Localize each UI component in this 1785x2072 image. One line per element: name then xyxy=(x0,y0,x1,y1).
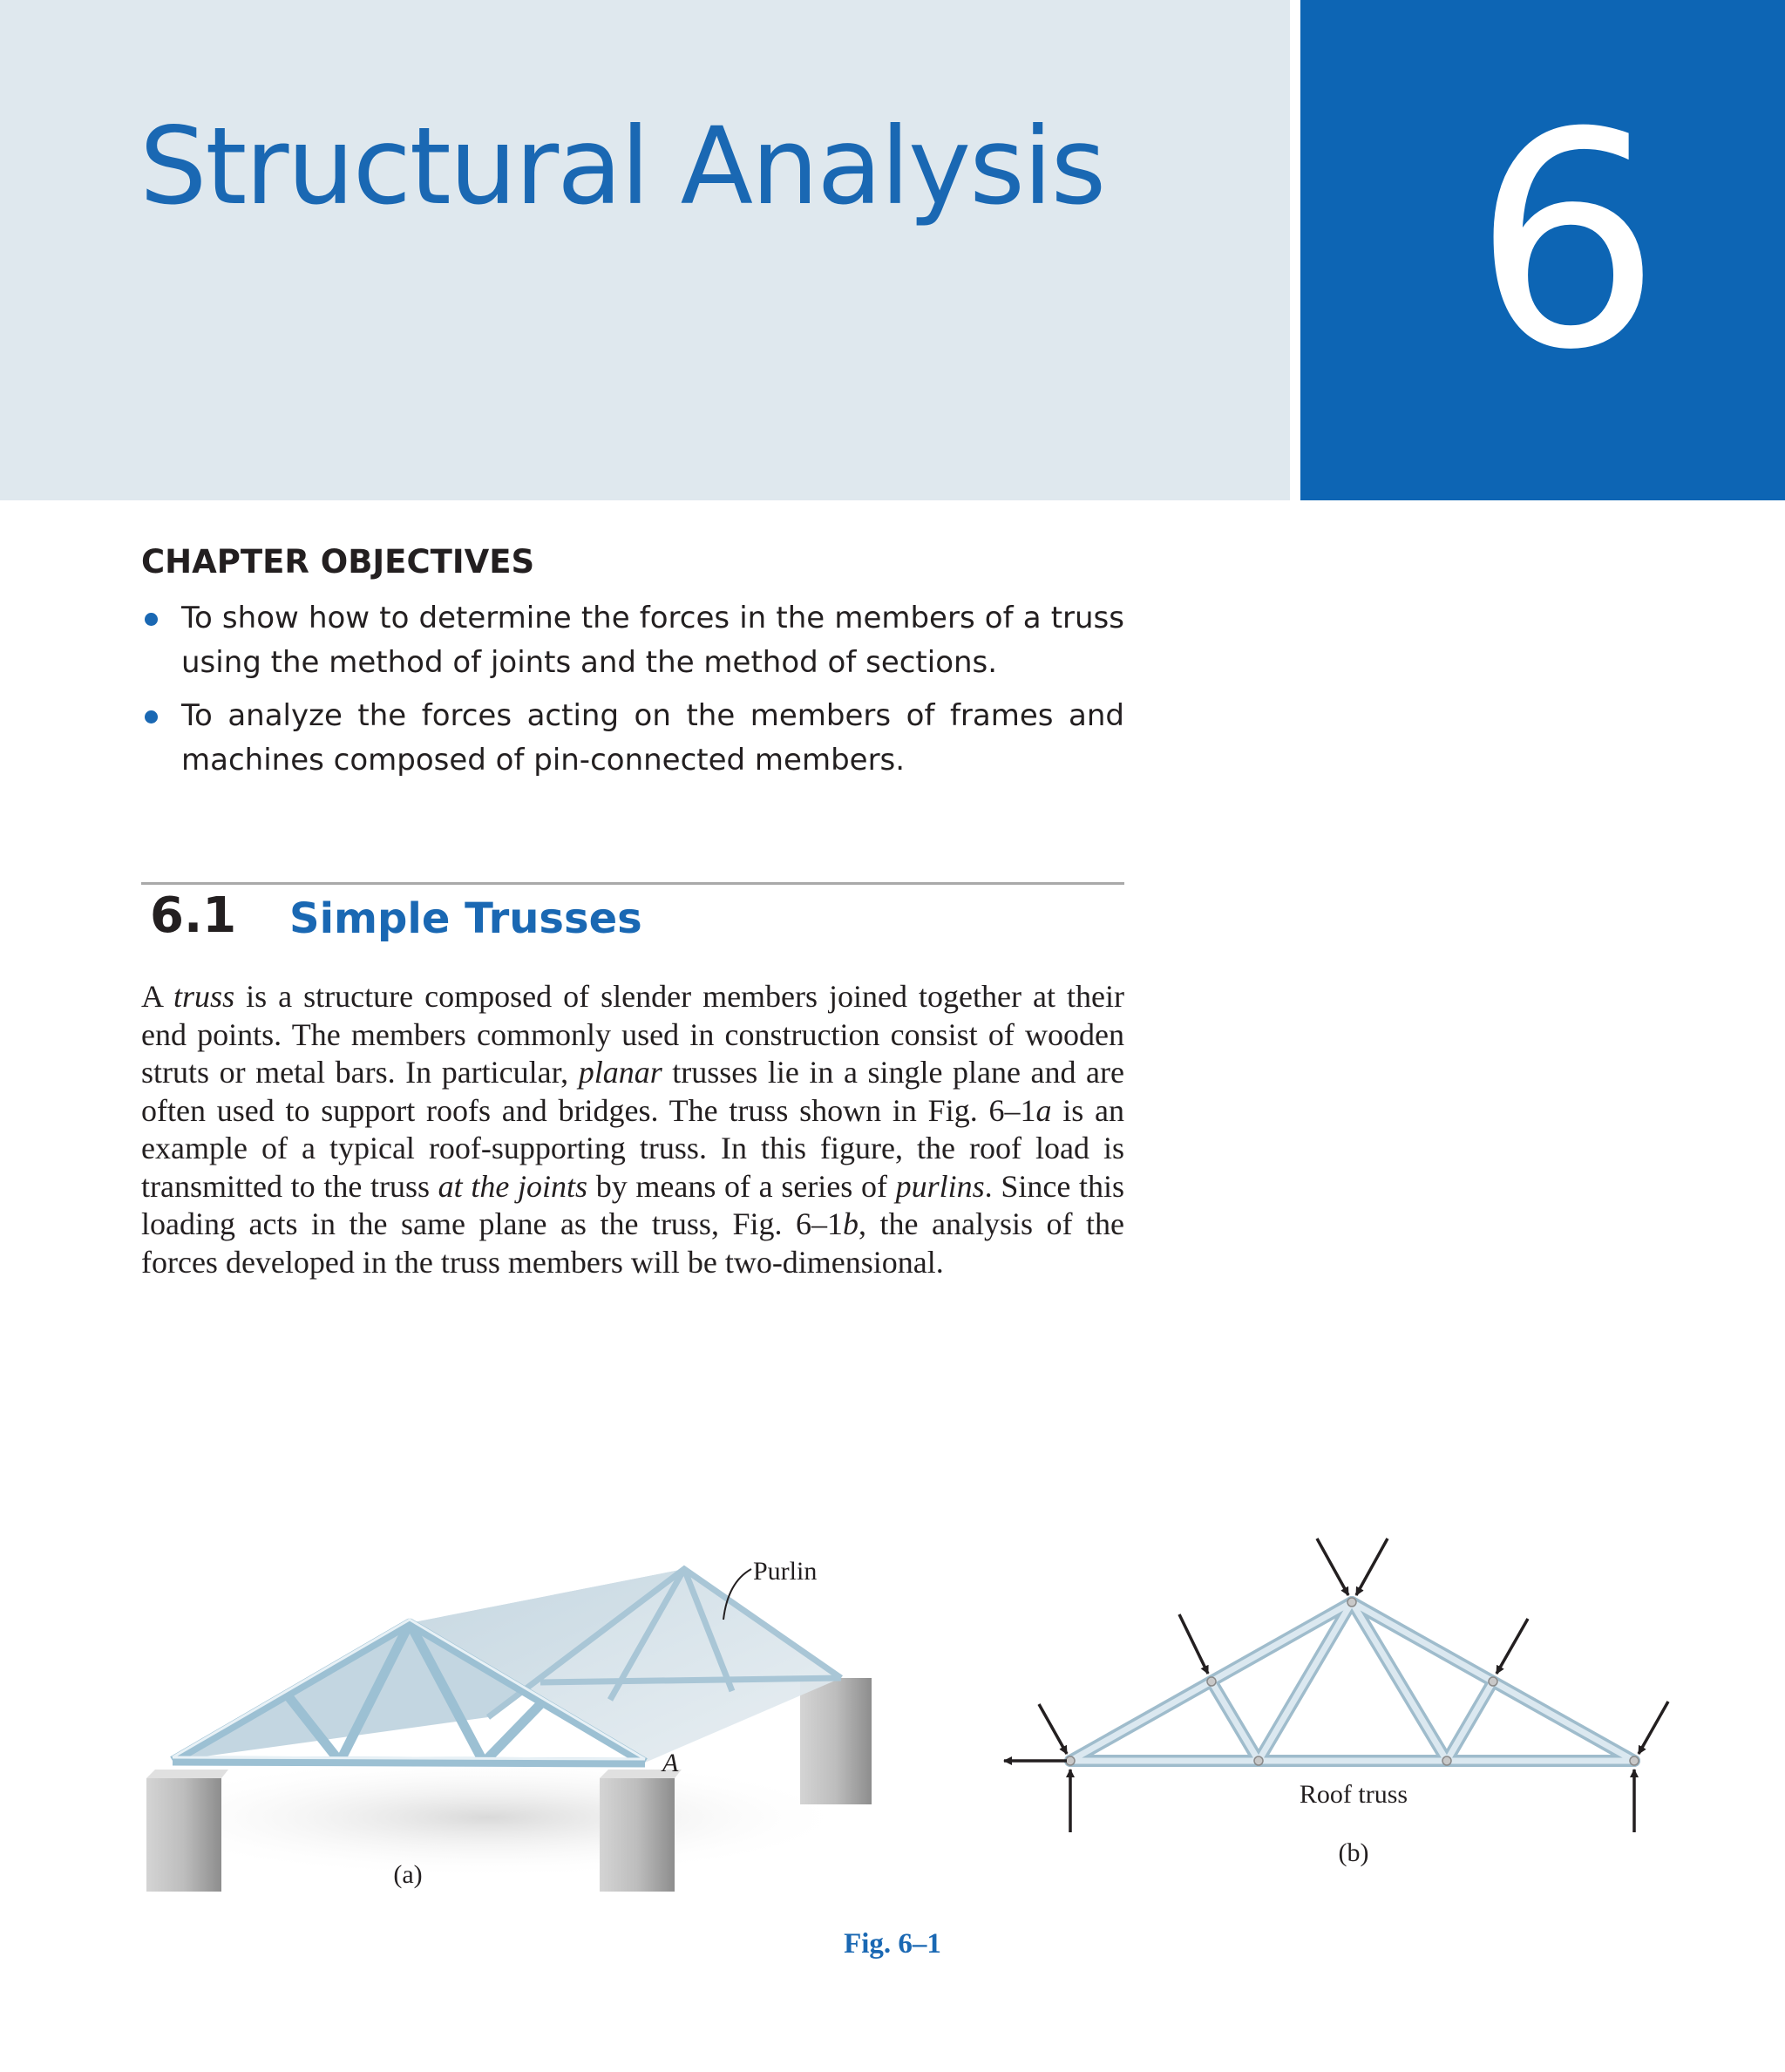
load-arrow xyxy=(1356,1539,1388,1595)
text-run: trusses lie in a single plane and are often used to support roofs and bridges. The truss shown in Fig. 6–1 xyxy=(141,1055,1125,1128)
truss-member-fills xyxy=(1070,1602,1634,1761)
roof-truss-illustration xyxy=(122,1569,872,1892)
chapter-title: Structural Analysis xyxy=(139,105,1105,228)
section-title: Simple Trusses xyxy=(289,894,642,943)
objective-text: To show how to determine the forces in the members of a truss using the method of joints and the method of sections. xyxy=(181,601,1124,680)
load-arrow xyxy=(1039,1704,1067,1754)
purlin-label: Purlin xyxy=(753,1557,818,1586)
objectives-heading: CHAPTER OBJECTIVES xyxy=(141,543,535,581)
chapter-number: 6 xyxy=(1472,70,1662,415)
text-run: by means of a series of xyxy=(587,1168,896,1204)
fig-ref-b: b xyxy=(843,1206,859,1241)
load-arrow xyxy=(1179,1614,1208,1674)
joint xyxy=(1347,1598,1356,1607)
figure-a-caption: (a) xyxy=(393,1860,423,1889)
joint xyxy=(1207,1677,1216,1686)
load-arrow xyxy=(1497,1619,1528,1674)
section-divider xyxy=(141,882,1124,885)
objective-text: To analyze the forces acting on the members of frames and machines composed of pin-connected members. xyxy=(181,698,1124,778)
joint xyxy=(1489,1677,1497,1686)
term-planar: planar xyxy=(578,1055,662,1090)
term-at-the-joints: at the joints xyxy=(438,1168,588,1204)
fig-ref-a: a xyxy=(1035,1092,1052,1128)
header-band xyxy=(0,0,1290,500)
truss-joints xyxy=(1066,1598,1639,1765)
pillar-left xyxy=(146,1778,221,1892)
chapter-number-block xyxy=(1300,0,1785,500)
objective-item xyxy=(141,596,1124,685)
joint xyxy=(1254,1756,1263,1765)
text-run: A xyxy=(141,979,174,1014)
term-truss: truss xyxy=(173,979,235,1014)
text-run: is an example of a typical roof-supporting truss. In this figure, the roof load is transmitted to the truss xyxy=(141,1092,1124,1204)
text-run: . Since this loading acts in the same plane as the truss, Fig. 6–1 xyxy=(141,1168,1124,1241)
ground-shadow xyxy=(122,1756,854,1878)
text-run: , the analysis of the forces developed in the truss members will be two-dimensional. xyxy=(141,1206,1124,1280)
figure-caption: Fig. 6–1 xyxy=(844,1928,941,1960)
point-a-label: A xyxy=(662,1749,679,1777)
term-purlins: purlins xyxy=(895,1168,985,1204)
pillar-back xyxy=(800,1678,872,1804)
joint xyxy=(1066,1756,1075,1765)
load-arrow xyxy=(1639,1702,1668,1754)
bullet-icon xyxy=(145,710,158,724)
section-number: 6.1 xyxy=(150,887,237,944)
pillar-left-top xyxy=(146,1770,228,1778)
joint xyxy=(1630,1756,1639,1765)
roof-truss-label: Roof truss xyxy=(1299,1780,1408,1809)
truss-members xyxy=(1070,1602,1634,1761)
figure-6-1 xyxy=(0,1517,1785,1935)
load-arrow xyxy=(1317,1539,1348,1595)
bullet-icon xyxy=(145,613,158,626)
text-run: is a structure composed of slender members joined together at their end points. The members commonly used in construction consist of wooden struts or metal bars. In particular, xyxy=(141,979,1125,1090)
objective-item xyxy=(141,694,1124,783)
figure-b-caption: (b) xyxy=(1338,1838,1369,1867)
body-paragraph xyxy=(141,978,1124,1281)
joint xyxy=(1442,1756,1451,1765)
pillar-right xyxy=(600,1778,675,1892)
objectives-list xyxy=(141,596,1124,791)
